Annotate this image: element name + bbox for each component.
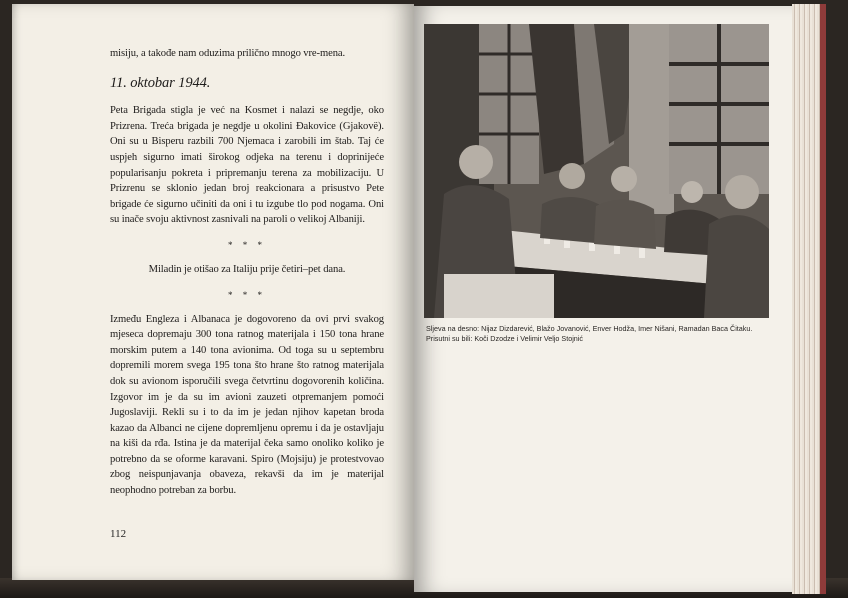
page-edges [792,4,826,594]
paragraph-miladin: Miladin je otišao za Italiju prije četiri–pet dana. [148,263,346,275]
paragraph-brigades: Peta Brigada stigla je već na Kosmet i nalazi se negdje, oko Prizrena. Treća brigada je negdje u okolini Đakovice (Gjakovë). Oni su u Bisperu razbili 700 Njemaca i zarobili im štab. Taj će uspjeh sigurno imati širokog odjeka na terenu i doprinijeće popularisanju pokreta i pripremanju terena za mobilizaciju. U Prizrenu se sklonio jedan broj reakcionara a prisustvo Pete brigade će sigurno učiniti da oni i tu izgube tlo pod nogama. Oni su inače svoju aktivnost zasnivali na paroli o velikoj Albaniji. [110,105,384,226]
left-page [12,4,414,580]
paragraph-supplies: Između Engleza i Albanaca je dogovoreno da ovi prvi svakog mjeseca dopremaju 300 tona ratnog materijala i 150 tona hrane morskim putem a 140 tona avionima. Od toga su u septembru dopremili morem svega 195 tona što hrane što ratnog materijala dok su avionom isporučili svega četvrtinu dogovorenih količina. Izgovor im je da su im avioni zauzeti otpremanjem pomoći Jugoslaviji. Rekli su i to da im je jedan njihov kapetan broda kazao da Albanci ne cijene dopremljenu opremu i da je ostavljaju na kiši da rđa. Istina je da materijal čeka samo onoliko koliko je potrebno da se oforme karavani. Spiro (Mojsiju) je protestvovao zbog neispunjavanja obaveza, rekavši da im je materijal neophodno potreban za borbu. [110,313,384,497]
photo-caption: Sljeva na desno: Nijaz Dizdarević, Blažo Jovanović, Enver Hodža, Imer Nišani, Ramadan Baca Čitaku. Prisutni su bili: Koči Dzodze i Velimir Veljo Stojnić [426,324,753,343]
date-heading: 11. oktobar 1944. [110,74,211,91]
photo-drawing [424,24,769,318]
page-number: 112 [110,528,127,540]
section-separator: * * * [228,289,266,300]
historical-photograph [424,24,769,318]
left-page-text [110,46,384,499]
continued-text: misiju, a takođe nam oduzima prilično mnogo vre-mena. [110,48,346,59]
section-separator: * * * [228,239,266,250]
